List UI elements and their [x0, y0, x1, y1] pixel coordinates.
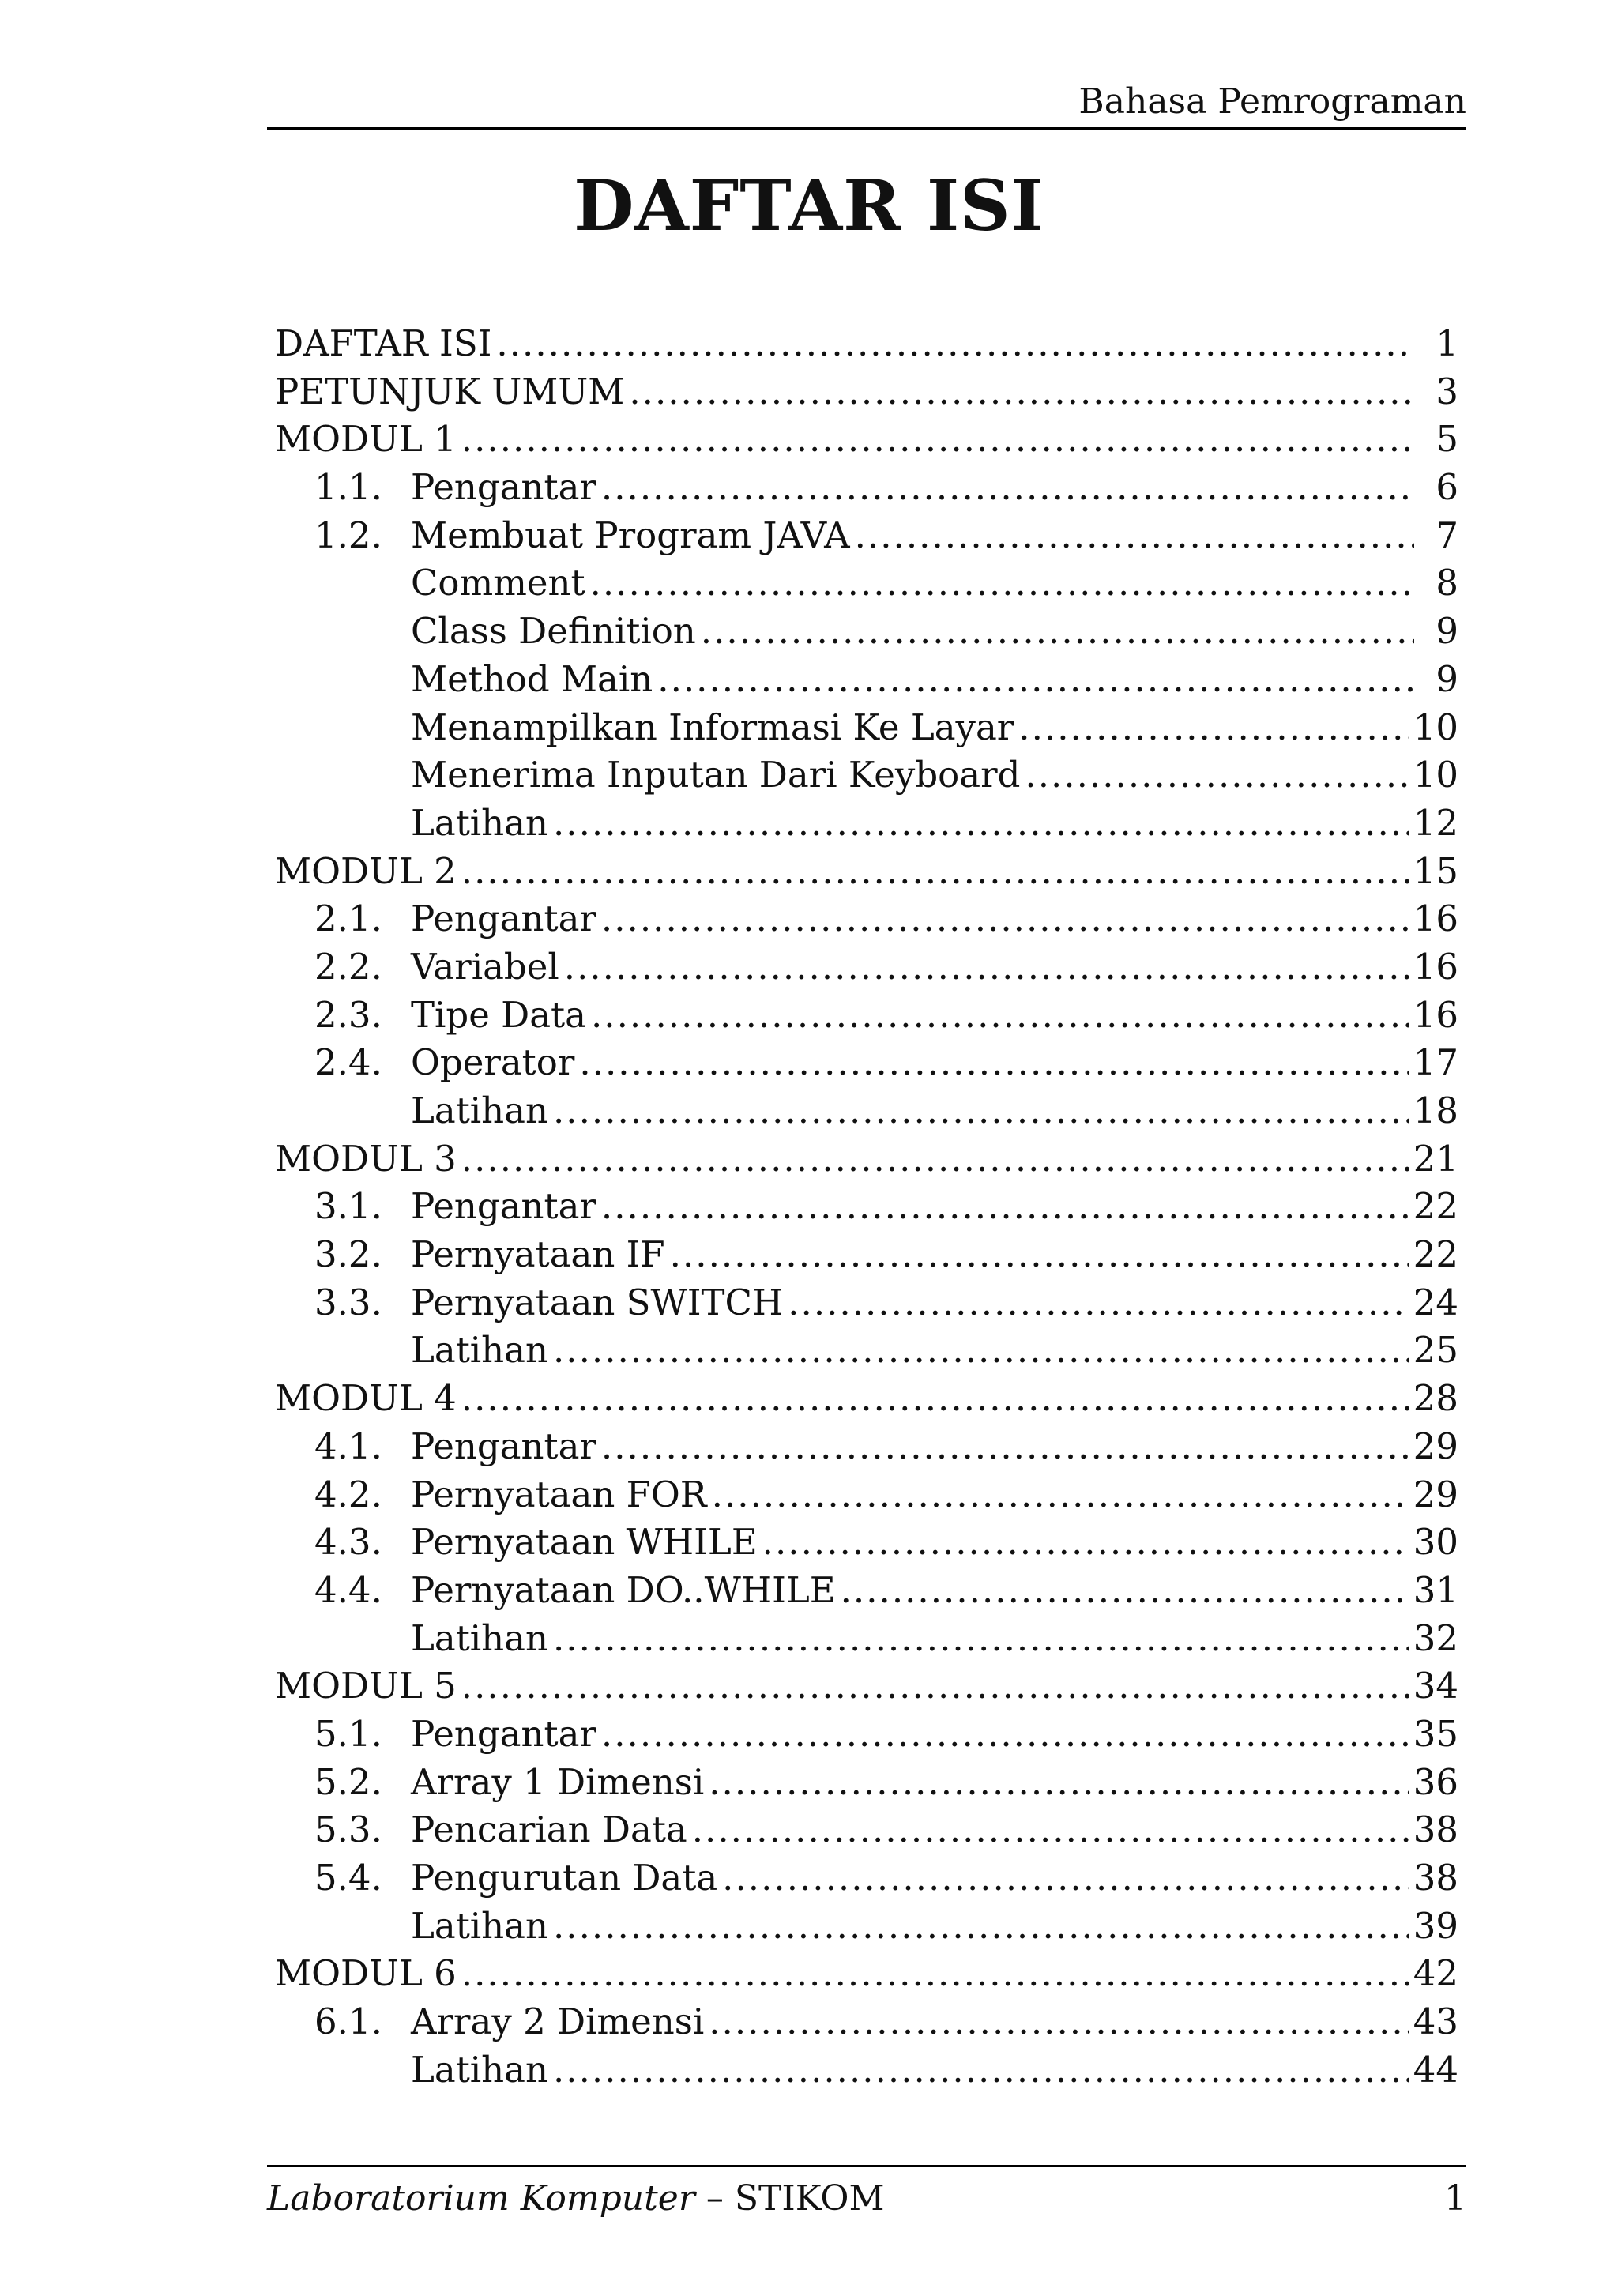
toc-entry	[275, 943, 1458, 992]
toc-dot-leader	[564, 943, 1409, 992]
toc-entry-title: Latihan	[411, 2048, 548, 2091]
toc-entry-number: 5.4.	[314, 1857, 382, 1899]
toc-dot-leader	[709, 1759, 1408, 1807]
toc-entry	[275, 992, 1458, 1040]
toc-dot-leader	[701, 608, 1414, 656]
toc-entry-page: 24	[1413, 1281, 1458, 1323]
toc-dot-leader	[841, 1567, 1409, 1615]
toc-entry-number: 2.1.	[314, 898, 382, 940]
toc-entry-page: 3	[1436, 370, 1458, 412]
toc-dot-leader	[496, 320, 1414, 368]
toc-entry-title: Pengantar	[411, 1712, 596, 1755]
toc-entry-number: 5.3.	[314, 1809, 382, 1851]
toc-dot-leader	[579, 1039, 1408, 1087]
toc-entry	[275, 1567, 1458, 1615]
toc-dot-leader	[692, 1806, 1409, 1854]
toc-entry-page: 36	[1413, 1760, 1458, 1803]
toc-dot-leader	[461, 416, 1414, 464]
toc-entry-title: Latihan	[411, 1904, 548, 1947]
toc-entry-page: 12	[1413, 801, 1458, 844]
toc-entry-title: Comment	[411, 562, 585, 604]
toc-entry-title: Tipe Data	[411, 993, 586, 1036]
toc-entry-number: 1.1.	[314, 466, 382, 509]
toc-entry-number: 3.3.	[314, 1281, 382, 1323]
toc-dot-leader	[591, 992, 1409, 1040]
toc-entry-title: Array 1 Dimensi	[411, 1760, 705, 1803]
toc-dot-leader	[601, 1183, 1409, 1231]
toc-dot-leader	[762, 1519, 1409, 1567]
toc-entry-page: 42	[1413, 1952, 1458, 1995]
toc-entry-page: 25	[1413, 1329, 1458, 1372]
toc-entry-number: 4.3.	[314, 1521, 382, 1564]
toc-entry-page: 9	[1436, 657, 1458, 700]
toc-entry	[275, 416, 1458, 464]
toc-entry-number: 3.2.	[314, 1233, 382, 1276]
toc-entry	[275, 1279, 1458, 1327]
toc-entry-number: 2.2.	[314, 945, 382, 988]
toc-dot-leader	[601, 1423, 1409, 1471]
toc-entry	[275, 2046, 1458, 2095]
toc-entry	[275, 1998, 1458, 2046]
toc-dot-leader	[553, 2046, 1409, 2095]
toc-entry-page: 32	[1413, 1617, 1458, 1659]
footer-source	[267, 2178, 885, 2220]
toc-entry-page: 10	[1413, 706, 1458, 748]
toc-dot-leader	[590, 559, 1414, 608]
toc-entry-page: 38	[1413, 1809, 1458, 1851]
toc-entry-title: Menampilkan Informasi Ke Layar	[411, 706, 1014, 748]
toc-entry	[275, 1135, 1458, 1184]
toc-entry	[275, 512, 1458, 560]
toc-entry	[275, 1471, 1458, 1519]
toc-entry-title: Latihan	[411, 801, 548, 844]
toc-entry	[275, 1806, 1458, 1854]
toc-entry-title: MODUL 1	[275, 418, 457, 461]
toc-entry	[275, 1950, 1458, 1998]
toc-entry-page: 15	[1413, 849, 1458, 892]
toc-dot-leader	[461, 1135, 1409, 1184]
toc-entry-page: 22	[1413, 1233, 1458, 1276]
running-footer	[267, 2165, 1466, 2228]
toc-entry-page: 16	[1413, 898, 1458, 940]
footer-separator: –	[694, 2178, 735, 2219]
toc-entry-page: 39	[1413, 1904, 1458, 1947]
toc-entry	[275, 320, 1458, 368]
footer-lab-name: Laboratorium Komputer	[267, 2178, 695, 2219]
toc-dot-leader	[657, 656, 1414, 704]
toc-entry-page: 29	[1413, 1473, 1458, 1515]
toc-dot-leader	[461, 1950, 1409, 1998]
footer-org: STIKOM	[734, 2178, 885, 2219]
toc-entry	[275, 656, 1458, 704]
toc-dot-leader	[553, 1087, 1409, 1135]
toc-entry-title: Pengurutan Data	[411, 1857, 718, 1899]
toc-dot-leader	[601, 1711, 1409, 1759]
toc-entry-number: 6.1.	[314, 2001, 382, 2043]
toc-entry	[275, 848, 1458, 896]
toc-entry-title: Pernyataan DO..WHILE	[411, 1568, 836, 1611]
toc-entry-number: 1.2.	[314, 514, 382, 556]
toc-entry-page: 17	[1413, 1041, 1458, 1084]
toc-entry-page: 34	[1413, 1665, 1458, 1707]
toc-entry-page: 1	[1436, 322, 1458, 364]
toc-entry	[275, 1087, 1458, 1135]
toc-entry-number: 4.4.	[314, 1568, 382, 1611]
toc-entry	[275, 368, 1458, 416]
toc-entry-title: PETUNJUK UMUM	[275, 370, 625, 412]
toc-entry-page: 31	[1413, 1568, 1458, 1611]
toc-dot-leader	[553, 1327, 1409, 1375]
toc-entry-page: 22	[1413, 1185, 1458, 1228]
toc-entry	[275, 1759, 1458, 1807]
toc-entry-page: 6	[1436, 466, 1458, 509]
toc-entry-title: Pencarian Data	[411, 1809, 687, 1851]
toc-entry-page: 21	[1413, 1137, 1458, 1180]
toc-entry-page: 9	[1436, 610, 1458, 653]
toc-entry-page: 28	[1413, 1377, 1458, 1420]
toc-entry-number: 2.4.	[314, 1041, 382, 1084]
toc-entry-title: MODUL 6	[275, 1952, 457, 1995]
toc-entry-page: 18	[1413, 1090, 1458, 1131]
toc-entry	[275, 1519, 1458, 1567]
toc-entry	[275, 751, 1458, 800]
toc-entry-page: 16	[1413, 945, 1458, 988]
toc-entry-page: 35	[1413, 1712, 1458, 1755]
running-header	[267, 76, 1466, 130]
toc-entry-number: 5.1.	[314, 1712, 382, 1755]
toc-entry-title: Pernyataan SWITCH	[411, 1281, 784, 1323]
toc-entry-title: Pernyataan WHILE	[411, 1521, 758, 1564]
toc-entry	[275, 800, 1458, 848]
footer-page-number: 1	[1444, 2178, 1466, 2219]
toc-entry	[275, 704, 1458, 752]
toc-entry-number: 2.3.	[314, 993, 382, 1036]
toc-entry	[275, 1615, 1458, 1663]
toc-entry-number: 4.2.	[314, 1473, 382, 1515]
toc-dot-leader	[855, 512, 1414, 560]
toc-entry	[275, 559, 1458, 608]
toc-entry	[275, 608, 1458, 656]
toc-entry-title: Class Definition	[411, 610, 696, 653]
toc-entry-title: Pernyataan FOR	[411, 1473, 707, 1515]
toc-entry-number: 5.2.	[314, 1760, 382, 1803]
toc-dot-leader	[553, 1615, 1409, 1663]
running-header-title: Bahasa Pemrograman	[1078, 81, 1466, 122]
toc-dot-leader	[722, 1854, 1409, 1903]
toc-entry-title: MODUL 2	[275, 849, 457, 892]
toc-dot-leader	[712, 1471, 1409, 1519]
toc-entry-page: 44	[1413, 2048, 1458, 2091]
toc-entry-title: Pernyataan IF	[411, 1233, 665, 1276]
toc-entry-page: 38	[1413, 1857, 1458, 1899]
table-of-contents	[275, 320, 1458, 2094]
toc-entry	[275, 895, 1458, 943]
toc-dot-leader	[461, 1375, 1409, 1423]
toc-entry-title: Pengantar	[411, 466, 596, 509]
toc-entry-number: 4.1.	[314, 1425, 382, 1467]
toc-entry-title: Pengantar	[411, 1185, 596, 1228]
toc-entry-title: Operator	[411, 1041, 575, 1084]
toc-entry-page: 10	[1413, 754, 1458, 796]
toc-entry	[275, 1903, 1458, 1951]
toc-dot-leader	[788, 1279, 1409, 1327]
toc-dot-leader	[629, 368, 1414, 416]
toc-entry	[275, 1183, 1458, 1231]
toc-dot-leader	[553, 1903, 1409, 1951]
toc-entry-title: Pengantar	[411, 898, 596, 940]
toc-dot-leader	[601, 464, 1414, 512]
toc-dot-leader	[670, 1231, 1409, 1279]
toc-entry	[275, 1423, 1458, 1471]
toc-entry-title: Latihan	[411, 1329, 548, 1372]
toc-entry-title: Variabel	[411, 945, 559, 988]
toc-dot-leader	[553, 800, 1409, 848]
toc-entry-page: 8	[1436, 562, 1458, 604]
toc-entry-page: 30	[1413, 1521, 1458, 1564]
toc-entry	[275, 1327, 1458, 1375]
page-title: DAFTAR ISI	[574, 164, 1044, 247]
toc-dot-leader	[601, 895, 1409, 943]
toc-entry	[275, 1711, 1458, 1759]
toc-entry-title: Pengantar	[411, 1425, 596, 1467]
toc-dot-leader	[461, 1662, 1409, 1711]
toc-entry-page: 5	[1436, 418, 1458, 461]
toc-entry-title: Menerima Inputan Dari Keyboard	[411, 754, 1021, 796]
toc-entry-title: MODUL 4	[275, 1377, 457, 1420]
toc-dot-leader	[709, 1998, 1408, 2046]
toc-entry-page: 16	[1413, 993, 1458, 1036]
toc-entry	[275, 1375, 1458, 1423]
toc-entry	[275, 1039, 1458, 1087]
toc-entry-title: Latihan	[411, 1090, 548, 1131]
toc-entry	[275, 1231, 1458, 1279]
toc-entry-number: 3.1.	[314, 1185, 382, 1228]
toc-entry-page: 29	[1413, 1425, 1458, 1467]
toc-entry	[275, 1662, 1458, 1711]
toc-entry-title: MODUL 5	[275, 1665, 457, 1707]
toc-dot-leader	[461, 848, 1409, 896]
toc-dot-leader	[1018, 704, 1408, 752]
toc-entry-title: MODUL 3	[275, 1137, 457, 1180]
toc-entry-title: Method Main	[411, 657, 653, 700]
toc-entry	[275, 464, 1458, 512]
toc-entry	[275, 1854, 1458, 1903]
toc-entry-title: DAFTAR ISI	[275, 322, 492, 364]
toc-entry-page: 43	[1413, 2001, 1458, 2043]
toc-entry-title: Membuat Program JAVA	[411, 514, 850, 556]
toc-entry-page: 7	[1436, 514, 1458, 556]
toc-entry-title: Latihan	[411, 1617, 548, 1659]
toc-dot-leader	[1025, 751, 1408, 800]
toc-entry-title: Array 2 Dimensi	[411, 2001, 705, 2043]
